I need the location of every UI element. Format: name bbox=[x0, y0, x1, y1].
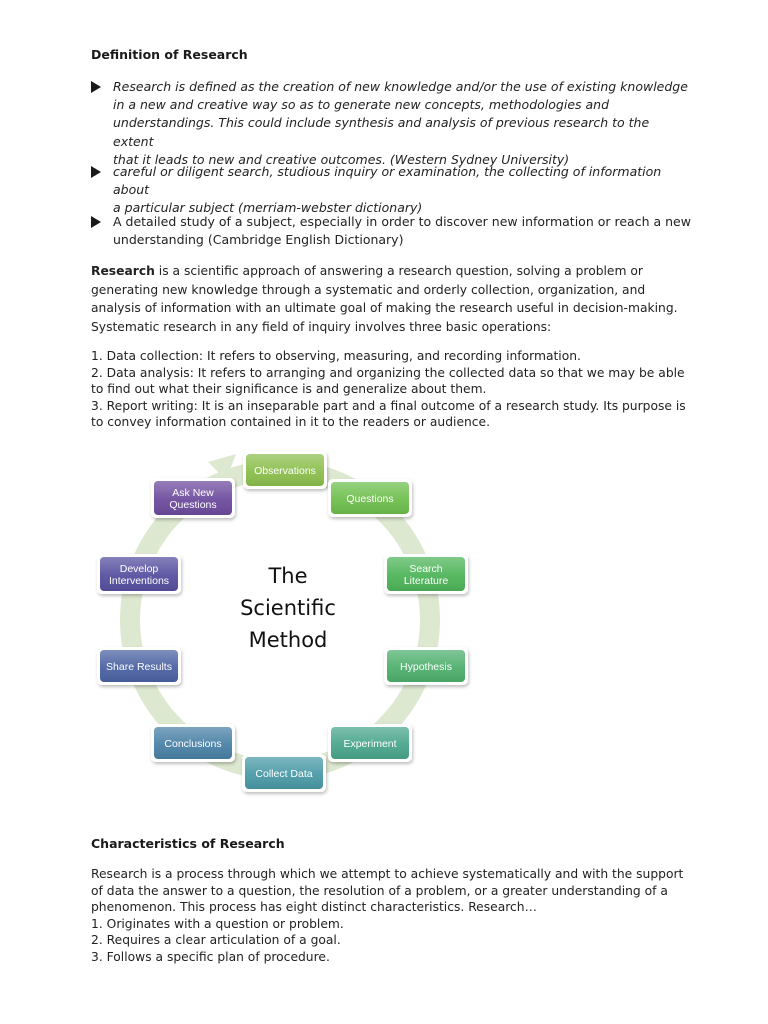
research-bold-term: Research bbox=[91, 264, 155, 278]
center-title bbox=[240, 564, 336, 652]
cycle-node-label: Literature bbox=[403, 575, 449, 587]
center-title-line-1: The bbox=[268, 564, 308, 588]
bullet-arrow-icon bbox=[91, 81, 101, 93]
cycle-node-label: Observations bbox=[254, 465, 316, 477]
center-title-line-3: Method bbox=[248, 628, 328, 652]
characteristics-item: 1. Originates with a question or problem. bbox=[91, 916, 344, 931]
cycle-node bbox=[97, 647, 181, 685]
cycle-node-label: Experiment bbox=[343, 738, 397, 750]
cycle-node bbox=[97, 554, 181, 594]
cycle-node-label: Collect Data bbox=[255, 768, 313, 780]
cycle-node-label: Search bbox=[409, 563, 443, 575]
research-paragraph bbox=[91, 262, 681, 336]
cycle-node bbox=[328, 479, 412, 517]
research-line-2: generating new knowledge through a systematic and orderly collection, organization, and bbox=[91, 282, 646, 297]
operations-list bbox=[91, 348, 691, 431]
operation-item: 3. Report writing: It is an inseparable part and a final outcome of a research study. Its purpose is bbox=[91, 398, 686, 413]
bullet-3-line-2: understanding (Cambridge English Dictionary) bbox=[113, 232, 404, 248]
cycle-node-label: Conclusions bbox=[164, 738, 222, 750]
operation-item: to convey information contained in it to the readers or audience. bbox=[91, 415, 491, 429]
cycle-node bbox=[328, 724, 412, 762]
bullet-2-line-2: a particular subject (merriam-webster dictionary) bbox=[113, 200, 423, 216]
definition-heading: Definition of Research bbox=[91, 47, 248, 62]
cycle-node bbox=[151, 478, 235, 518]
operation-item: 1. Data collection: It refers to observing, measuring, and recording information. bbox=[91, 349, 581, 363]
cycle-node-label: Questions bbox=[346, 493, 394, 505]
bullet-arrow-icon bbox=[91, 166, 101, 178]
cycle-node-label: Develop bbox=[119, 563, 159, 575]
characteristics-item: 2. Requires a clear articulation of a goal. bbox=[91, 933, 341, 947]
operation-item: to find out what their significance is and generalize about them. bbox=[91, 382, 487, 396]
bullet-3-line-1: A detailed study of a subject, especially in order to discover new information or reach a new bbox=[113, 214, 691, 229]
characteristics-item: 3. Follows a specific plan of procedure. bbox=[91, 949, 330, 964]
cycle-node bbox=[384, 554, 468, 594]
cycle-node bbox=[243, 451, 327, 489]
definition-bullet-1 bbox=[91, 78, 691, 169]
cycle-node-label: Hypothesis bbox=[400, 661, 452, 673]
cycle-node-label: Ask New bbox=[172, 487, 214, 499]
bullet-1-line-4: that it leads to new and creative outcomes. (Western Sydney University) bbox=[113, 151, 570, 167]
bullet-2-line-1: careful or diligent search, studious inquiry or examination, the collecting of information about bbox=[113, 164, 662, 198]
characteristics-line: Research is a process through which we attempt to achieve systematically and with the support bbox=[91, 867, 684, 881]
research-line-3: analysis of information with an ultimate goal of making the research useful in decision-making. bbox=[91, 301, 678, 315]
scientific-method-diagram bbox=[90, 448, 490, 803]
cycle-node-label: Interventions bbox=[108, 575, 170, 587]
definition-bullet-3 bbox=[91, 213, 691, 249]
bullet-1-line-3: understandings. This could include synthesis and analysis of previous research to the extent bbox=[113, 115, 650, 149]
characteristics-line: phenomenon. This process has eight distinct characteristics. Research… bbox=[91, 900, 537, 914]
bullet-1-line-2: in a new and creative way so as to generate new concepts, methodologies and bbox=[113, 97, 610, 113]
bullet-1-line-1: Research is defined as the creation of new knowledge and/or the use of existing knowledge bbox=[113, 79, 688, 94]
characteristics-body bbox=[91, 866, 691, 965]
bullet-arrow-icon bbox=[91, 216, 101, 228]
cycle-node-label: Questions bbox=[169, 499, 217, 511]
center-title-line-2: Scientific bbox=[240, 596, 336, 620]
definition-bullet-2 bbox=[91, 163, 691, 218]
cycle-node bbox=[384, 647, 468, 685]
cycle-node-label: Share Results bbox=[106, 661, 172, 673]
operation-item: 2. Data analysis: It refers to arranging and organizing the collected data so that we may be able bbox=[91, 365, 685, 380]
cycle-node bbox=[242, 754, 326, 792]
research-line-4: Systematic research in any field of inquiry involves three basic operations: bbox=[91, 319, 552, 334]
characteristics-line: of data the answer to a question, the resolution of a problem, or a greater understanding of a bbox=[91, 883, 668, 898]
research-line-1: is a scientific approach of answering a research question, solving a problem or bbox=[154, 264, 643, 278]
cycle-node bbox=[151, 724, 235, 762]
characteristics-heading: Characteristics of Research bbox=[91, 836, 285, 851]
cycle-nodes bbox=[97, 451, 468, 792]
